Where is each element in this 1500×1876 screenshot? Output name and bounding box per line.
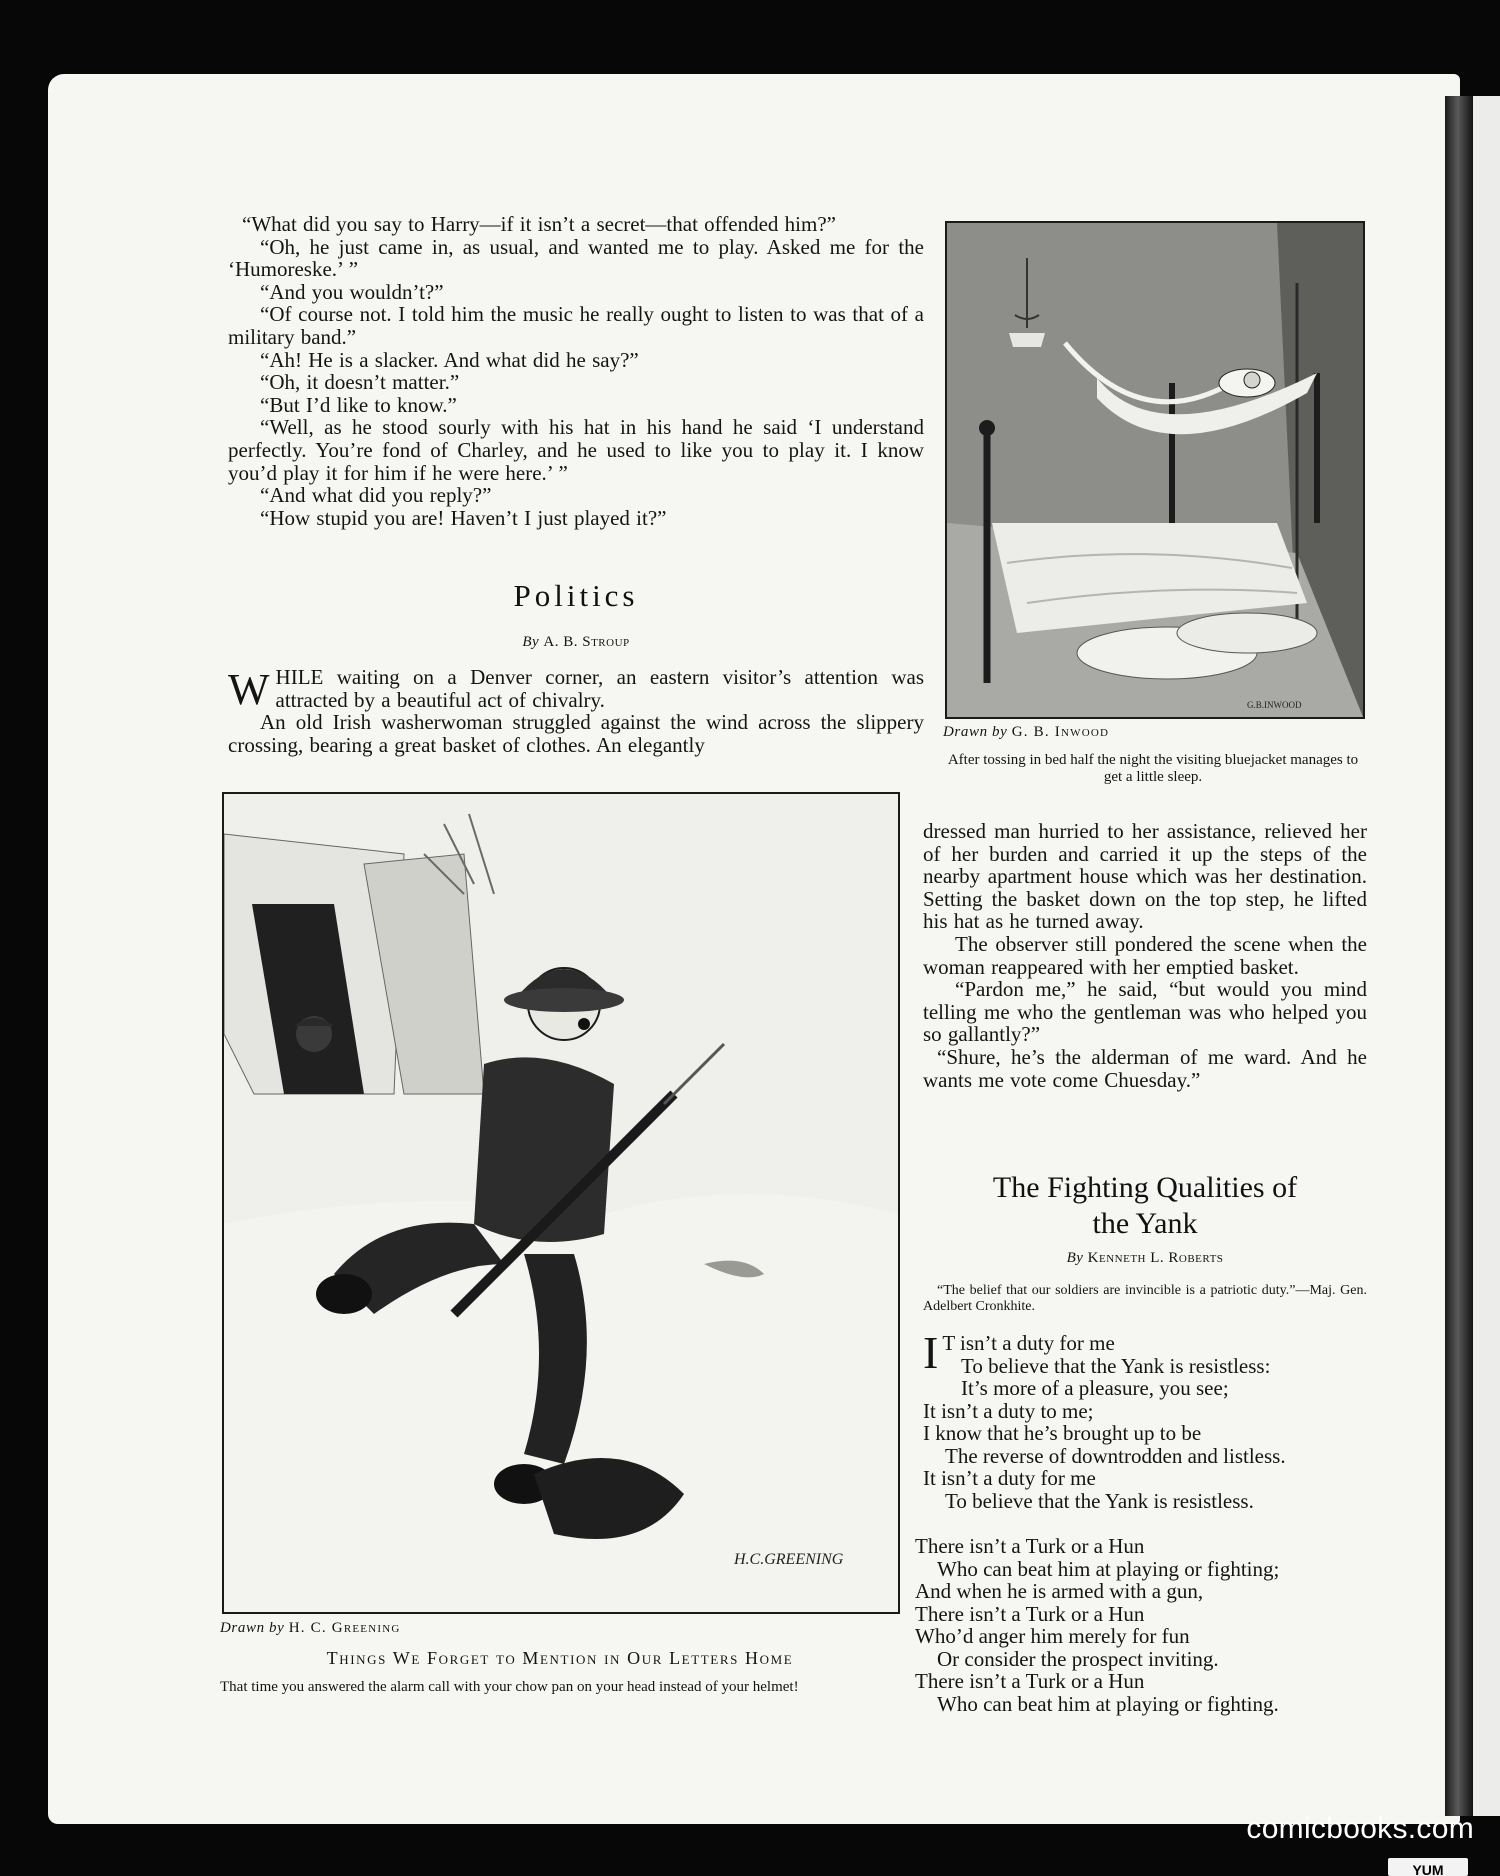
politics-paragraph-2: An old Irish washerwoman struggled against the wind across the slippery crossing, bearing a great basket of clothes. An elegantly — [228, 710, 924, 757]
poem-line: The reverse of downtrodden and listless. — [945, 1443, 1286, 1468]
poem-line: Who can beat him at playing or fighting; — [937, 1556, 1280, 1581]
politics-byline — [228, 634, 924, 651]
politics-title: Politics — [513, 578, 639, 613]
bed-credit — [943, 724, 1109, 741]
politics-opening — [228, 666, 924, 756]
soldier-illustration-signature: H.C.GREENING — [734, 1551, 844, 1568]
dialogue-line: “Oh, he just came in, as usual, and wanted me to play. Asked me for the ‘Humoreske.’ ” — [228, 234, 924, 282]
politics-author: A. B. Stroup — [543, 634, 630, 650]
book-gutter — [1445, 96, 1473, 1816]
yank-poem-stanza-2 — [915, 1535, 1367, 1715]
bed-drawing — [947, 223, 1363, 717]
yank-poem-stanza-1 — [923, 1327, 1367, 1513]
politics-paragraph-4: The observer still pondered the scene when the woman reappeared with her emptied basket. — [923, 931, 1367, 979]
poem-line: It’s more of a pleasure, you see; — [961, 1376, 1229, 1400]
poem-line: There isn’t a Turk or a Hun — [915, 1534, 1145, 1558]
yank-epigraph: “The belief that our soldiers are invincible is a patriotic duty.”—Maj. Gen. Adelbert Cronkhite. — [923, 1283, 1367, 1314]
dialogue-line: “And what did you reply?” — [260, 483, 492, 508]
byline-prefix: By — [522, 634, 540, 650]
dialogue-line: “But I’d like to know.” — [260, 392, 457, 417]
poem-line: There isn’t a Turk or a Hun — [915, 1669, 1145, 1693]
poem-line: I know that he’s brought up to be — [923, 1421, 1202, 1445]
dialogue-line: “And you wouldn’t?” — [260, 279, 444, 304]
soldier-drawing — [224, 794, 898, 1612]
politics-paragraph-6: “Shure, he’s the alderman of me ward. And he wants me vote come Chuesday.” — [923, 1044, 1367, 1092]
poem-line: It isn’t a duty to me; — [923, 1398, 1094, 1423]
soldier-illustration — [222, 792, 900, 1614]
politics-dropcap: W — [228, 665, 270, 714]
dialogue-line: “What did you say to Harry—if it isn’t a secret—that offended him?” — [242, 212, 836, 236]
bed-artist: G. B. Inwood — [1011, 724, 1110, 740]
bed-caption: After tossing in bed half the night the visiting bluejacket manages to get a little sleep. — [947, 752, 1359, 785]
yank-dropcap: I — [923, 1327, 939, 1378]
soldier-caption: That time you answered the alarm call with your chow pan on your head instead of your helmet! — [220, 1679, 799, 1695]
politics-paragraph-5: “Pardon me,” he said, “but would you mind telling me who the gentleman was who helped you so gallantly?” — [923, 977, 1367, 1047]
yank-title-line-2: the Yank — [1092, 1207, 1198, 1240]
yank-title-line-1: The Fighting Qualities of — [992, 1171, 1298, 1204]
yank-byline — [923, 1250, 1367, 1267]
politics-paragraph-3: dressed man hurried to her assistance, relieved her of her burden and carried it up the steps of the nearby apartment house which was her destination. Setting the basket down on the top step, he lifted his hat as he turned away. — [923, 819, 1367, 934]
poem-line: Who’d anger him merely for fun — [915, 1624, 1190, 1648]
dialogue-line: “How stupid you are! Haven’t I just played it?” — [260, 505, 667, 530]
poem-line: Or consider the prospect inviting. — [937, 1646, 1219, 1671]
bed-illustration-signature: G.B.INWOOD — [1247, 700, 1302, 710]
poem-line: It isn’t a duty for me — [923, 1466, 1096, 1490]
bed-illustration — [945, 221, 1365, 719]
poem-line: T isn’t a duty for me — [942, 1331, 1115, 1355]
soldier-caption-heading: Things We Forget to Mention in Our Letters Home — [326, 1648, 794, 1668]
soldier-artist: H. C. Greening — [288, 1620, 401, 1636]
poem-line: And when he is armed with a gun, — [915, 1579, 1204, 1603]
bed-credit-prefix: Drawn by — [943, 724, 1008, 740]
politics-paragraph-1: HILE waiting on a Denver corner, an eastern visitor’s attention was attracted by a beautiful act of chivalry. — [275, 665, 924, 712]
dialogue-line: “Of course not. I told him the music he really ought to listen to was that of a military band.” — [228, 302, 924, 349]
poem-line: Who can beat him at playing or fighting. — [937, 1691, 1279, 1716]
corner-tag: YUM — [1388, 1858, 1468, 1876]
politics-continuation — [923, 820, 1367, 1091]
poem-line: There isn’t a Turk or a Hun — [915, 1601, 1145, 1626]
dialogue-line: “Ah! He is a slacker. And what did he say?” — [260, 347, 639, 372]
poem-line: To believe that the Yank is resistless. — [945, 1488, 1254, 1513]
soldier-credit — [220, 1620, 401, 1637]
soldier-credit-prefix: Drawn by — [220, 1620, 285, 1636]
byline-prefix: By — [1066, 1250, 1084, 1266]
next-page-edge — [1473, 96, 1500, 1816]
yank-title — [923, 1170, 1367, 1242]
site-watermark: comicbooks.com — [1246, 1812, 1474, 1845]
poem-line: To believe that the Yank is resistless: — [961, 1353, 1271, 1378]
dialogue-text — [228, 213, 924, 529]
dialogue-line: “Oh, it doesn’t matter.” — [260, 370, 460, 395]
yank-author: Kenneth L. Roberts — [1087, 1250, 1224, 1266]
dialogue-line: “Well, as he stood sourly with his hat in his hand he said ‘I understand perfectly. You’re fond of Charley, and he used to like you to play it. I know you’d play it for him if he were here.’ ” — [228, 415, 924, 485]
